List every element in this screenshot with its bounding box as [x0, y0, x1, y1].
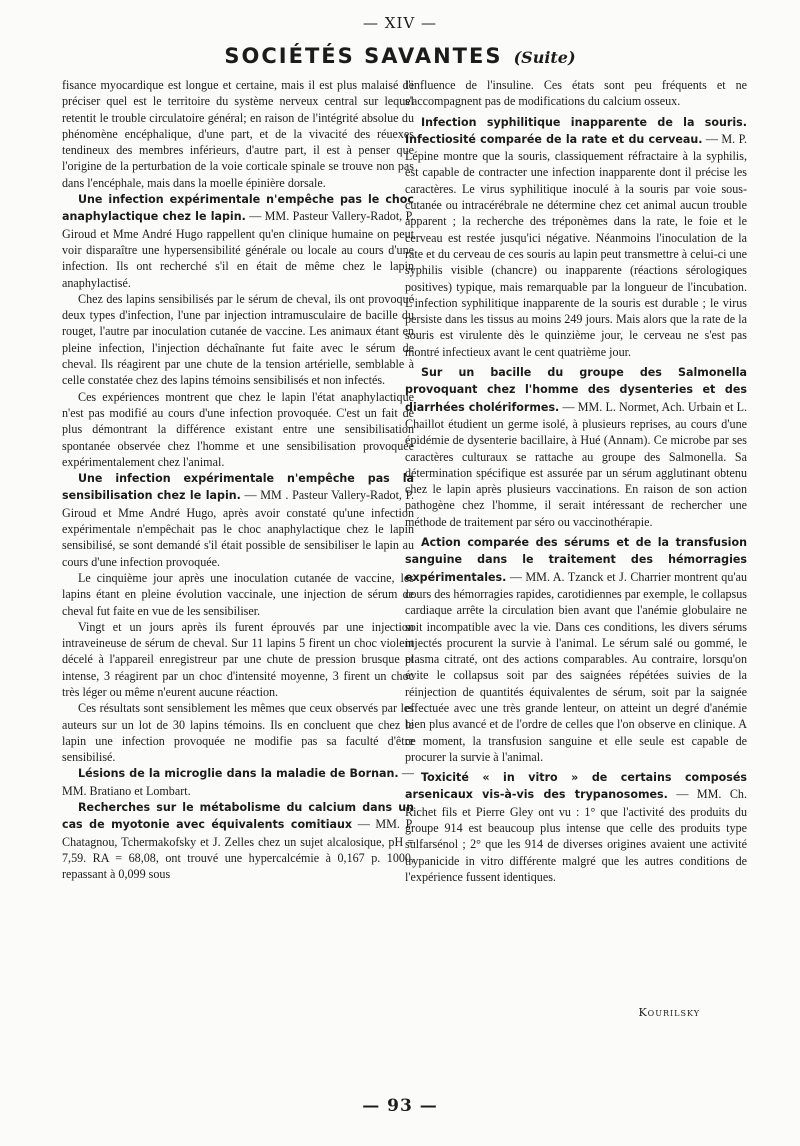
left-column: [62, 77, 414, 883]
abstract-title: Une infection expérimentale n'empêche pas la sensibilisation chez le lapin.: [62, 472, 414, 503]
abstract-text: — MM. Pasteur Vallery-Radot, P. Giroud et Mme André Hugo rappellent qu'en clinique humaine on peut voir disparaître une hypersensibilité générale ou locale au cours d'une infection. Ils ont recherché s'il en était de même chez le lapin anaphylactisé.: [62, 209, 414, 290]
abstract-paragraph: [405, 534, 747, 765]
section-title: SOCIÉTÉS SAVANTES: [224, 44, 503, 68]
paragraph: Ces expériences montrent que chez le lapin l'état anaphylactique n'est pas modifié au cours d'une infection provoquée. C'est un fait de plus démontrant la différence existant entre une sensibilisation spontanée observée chez l'homme et une sensibilisation provoquée expérimentalement chez l'animal.: [62, 389, 414, 469]
paragraph: Ces résultats sont sensiblement les mêmes que ceux observés par les auteurs sur un lot de 30 lapins témoins. Ils en concluent que chez le lapin une infection provoquée ne modifie pas sa faculté d'être sensibilisé.: [62, 701, 414, 765]
paragraph: Vingt et un jours après ils furent éprouvés par une injection intraveineuse de sérum de cheval. Sur 11 lapins 5 firent un choc violent décelé à l'appareil enregistreur par une chute de pression brusque et intense, 3 réagirent par un choc d'intensité moyenne, 3 firent un choc très léger ou même n'eurent aucune réaction.: [62, 619, 414, 699]
page-number: — 93 —: [362, 1096, 438, 1116]
section-suite: (Suite): [513, 48, 576, 67]
abstract-paragraph: [405, 364, 747, 530]
abstract-paragraph: [62, 799, 414, 882]
abstract-title: Infection syphilitique inapparente de la souris. Infectiosité comparée de la rate et du cerveau.: [405, 115, 747, 146]
paragraph: Chez des lapins sensibilisés par le sérum de cheval, ils ont provoqué deux types d'infection, l'une par injection intramusculaire de bacille du rouget, l'autre par inoculation cutanée de vaccine. Les animaux étant en pleine infection, l'injection déchaînante fut faite avec le sérum de cheval. Ils réagirent par une chute de la tension artérielle, semblable à celle constatée chez des lapins témoins sensibilisés et non infectés.: [62, 291, 414, 388]
abstract-text: — MM. P. Chatagnou, Tchermakofsky et J. Zelles chez un sujet alcalosique, pH = 7,59. RA = 68,08, ont trouvé une hypercalcémie à 0,167 p. 1000, repassant à 0,099 sous: [62, 817, 414, 882]
abstract-paragraph: [62, 191, 414, 291]
abstract-text: — MM. Ch. Richet fils et Pierre Gley ont vu : 1° que l'activité des produits du groupe 914 est beaucoup plus intense que celle des produits type sulfarsénol ; 2° que les 914 de diverses origines avaient une activité trypanicide in vitro différente malgré que les autres conditions de l'expérience fussent identiques.: [405, 787, 747, 884]
abstract-paragraph: [405, 114, 747, 360]
abstract-title: Une infection expérimentale n'empêche pas le choc anaphylactique chez le lapin.: [62, 193, 414, 224]
right-column: [405, 77, 747, 885]
abstract-text: — MM. L. Normet, Ach. Urbain et L. Chaillot étudient un germe isolé, à plusieurs reprises, au cours d'une épidémie de dysenterie bacillaire, à Hué (Annam). Ce microbe par ses caractères culturaux se rattache au groupe des Salmonella. Sa détermination spécifique est assurée par un sérum agglutinant obtenu chez le lapin après plusieurs vaccinations. En raison de son action pathogène chez l'homme, il serait intéressant de rechercher une méthode de traitement par séro ou vaccinothérapie.: [405, 399, 747, 529]
page-roman-numeral: — XIV —: [363, 14, 437, 32]
abstract-title: Recherches sur le métabolisme du calcium dans un cas de myotonie avec équivalents comitiaux: [62, 801, 414, 832]
abstract-paragraph: [405, 769, 747, 885]
abstract-title: Lésions de la microglie dans la maladie de Bornan.: [78, 767, 399, 781]
abstract-text: — MM . Pasteur Vallery-Radot, P. Giroud et Mme André Hugo, après avoir constaté qu'une infection expérimentale n'empêchait pas le choc anaphylactique chez le lapin sensibilisé, se sont demandé s'il était possible de sensibiliser le lapin au cours d'une infection provoquée.: [62, 488, 415, 569]
author-signature: Kourilsky: [638, 1006, 700, 1019]
abstract-text: — MM. A. Tzanck et J. Charrier montrent qu'au cours des hémorragies rapides, carotidiennes par exemple, le collapsus cardiaque arrête la circulation bien avant que l'anémie globulaire ne soit incompatible avec la vie. Dans ces conditions, les divers sérums injectés procurent la survie à l'animal. Le sérum salé ou gommé, le plasma citraté, ont des actions comparables. Au contraire, lorsqu'on évite le collapsus soit par des saignées répétées suivies de la réinjection de quantités équivalentes de sérum, soit par la saignée effectuée avec une très grande lenteur, on atteint un degré d'anémie bien plus avancé et de l'ordre de celles que l'on observe en clinique. A ce moment, la transfusion sanguine et elle seule est capable de procurer la survie à l'animal.: [405, 569, 747, 764]
paragraph: l'influence de l'insuline. Ces états sont peu fréquents et ne s'accompagnent pas de modifications du calcium osseux.: [405, 78, 747, 109]
abstract-title: Sur un bacille du groupe des Salmonella provoquant chez l'homme des dysenteries et des diarrhées cholériformes.: [405, 366, 747, 414]
abstract-text: — MM. Bratiano et Lombart.: [62, 766, 414, 798]
page-header: [0, 44, 800, 68]
abstract-title: Action comparée des sérums et de la transfusion sanguine dans le traitement des hémorragies expérimentales.: [405, 536, 747, 584]
abstract-paragraph: [62, 470, 414, 570]
abstract-text: — M. P. Lépine montre que la souris, classiquement réfractaire à la syphilis, est capable de contracter une infection inapparente dont il précise les caractères. Le virus syphilitique inoculé à la souris par voie sous-cutanée ou intracérébrale ne détermine chez cet animal aucun trouble apparent ; la recherche des tréponèmes dans la rate, le foie et le cerveau est restée jusqu'ici négative. Néanmoins l'inoculation de la rate et du cerveau de ces souris au lapin peut transmettre à celui-ci une syphilis visible (chancre) ou inapparente (réactions sérologiques positives) typique, mais remarquable par la longueur de l'incubation. L'infection syphilitique inapparente de la souris est durable ; le virus persiste dans les tissus au moins 249 jours. Mais alors que la rate de la souris est virulente dès le quinzième jour, le cerveau ne s'est pas montré infectieux avant le cent quatrième jour.: [405, 131, 747, 359]
paragraph: Le cinquième jour après une inoculation cutanée de vaccine, les lapins étant en pleine évolution vaccinale, une injection de sérum de cheval fut faite en vue de les sensibiliser.: [62, 570, 414, 618]
abstract-title: Toxicité « in vitro » de certains composés arsenicaux vis-à-vis des trypanosomes.: [405, 771, 747, 802]
paragraph: fisance myocardique est longue et certaine, mais il est plus malaisé de préciser quel est le territoire du système nerveux central sur lequel retentit le trouble circulatoire général; en raison de l'intégrité absolue du phénomène encéphalique, d'une part, et de la vivacité des réuexes tendineux des membres inférieurs, d'autre part, il est à penser que l'origine de la perturbation de la voie corticale spinale se trouve non pas dans l'encéphale, mais dans la moelle épinière dorsale.: [62, 78, 414, 190]
abstract-paragraph: [62, 765, 414, 799]
